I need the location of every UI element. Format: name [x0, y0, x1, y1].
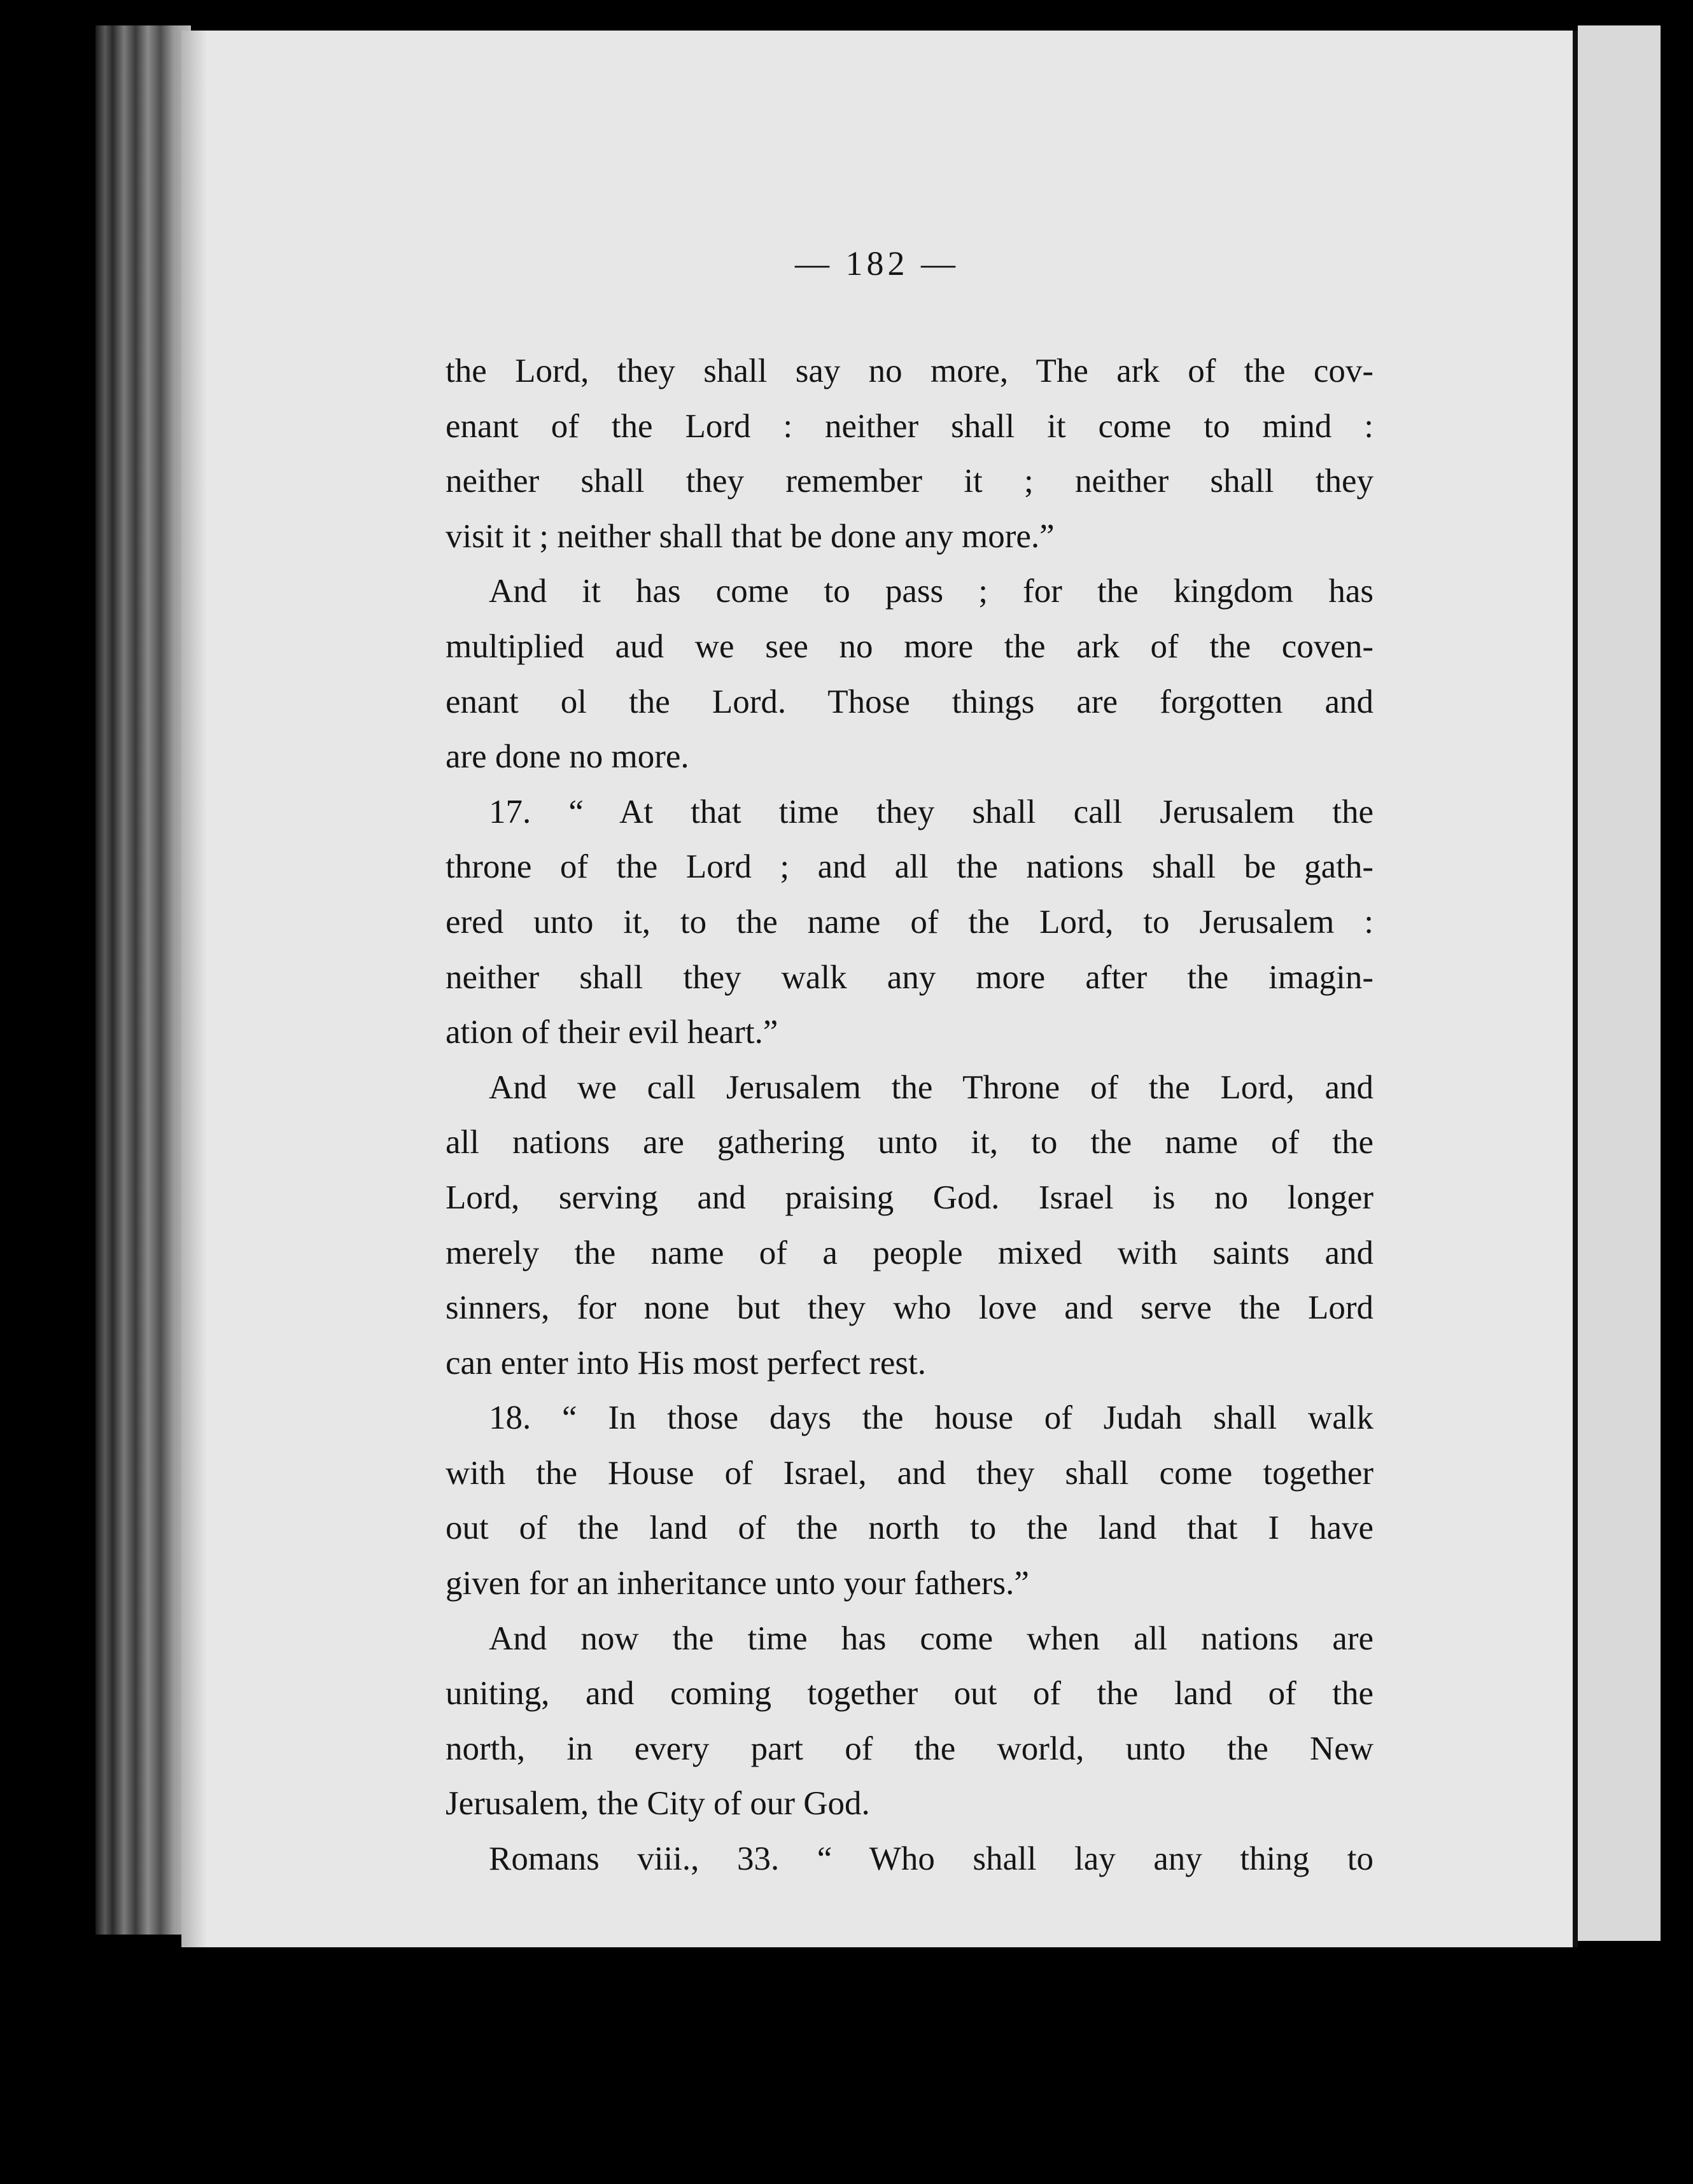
text-line: north, in every part of the world, unto the New	[446, 1730, 1373, 1767]
text-line: with the House of Israel, and they shall come together	[446, 1454, 1373, 1492]
text-line: out of the land of the north to the land that I have	[446, 1509, 1373, 1547]
text-line: visit it ; neither shall that be done any more.”	[446, 517, 1055, 555]
body-text	[446, 344, 1373, 1887]
text-line: Jerusalem, the City of our God.	[446, 1785, 870, 1823]
text-line: And now the time has come when all nations are	[489, 1620, 1373, 1657]
text-line: given for an inheritance unto your fathers.”	[446, 1565, 1029, 1602]
text-line: can enter into His most perfect rest.	[446, 1344, 926, 1382]
text-line: Lord, serving and praising God. Israel is no longer	[446, 1179, 1373, 1216]
text-line: 18. “ In those days the house of Judah shall walk	[489, 1399, 1373, 1437]
text-line: And it has come to pass ; for the kingdom has	[489, 573, 1373, 610]
book-page	[181, 31, 1573, 1947]
text-line: sinners, for none but they who love and serve the Lord	[446, 1289, 1373, 1327]
text-line: Romans viii., 33. “ Who shall lay any thing to	[489, 1840, 1373, 1878]
page-number: — 182 —	[795, 244, 959, 283]
text-line: throne of the Lord ; and all the nations shall be gath-	[446, 848, 1373, 886]
adjacent-page-edge	[1578, 25, 1661, 1941]
gutter-shadow	[181, 31, 207, 1947]
book-page-edges	[95, 25, 191, 1935]
text-line: are done no more.	[446, 738, 689, 776]
text-line: uniting, and coming together out of the land of the	[446, 1675, 1373, 1712]
text-line: merely the name of a people mixed with saints and	[446, 1234, 1373, 1271]
text-line: ation of their evil heart.”	[446, 1014, 778, 1051]
text-line: the Lord, they shall say no more, The ark of the cov-	[446, 353, 1373, 389]
text-line: neither shall they walk any more after the imagin-	[446, 958, 1373, 996]
text-line: ered unto it, to the name of the Lord, to Jerusalem :	[446, 903, 1373, 941]
page-border-line	[1573, 31, 1578, 1947]
text-line: 17. “ At that time they shall call Jerusalem the	[489, 793, 1373, 830]
text-line: all nations are gathering unto it, to the name of the	[446, 1124, 1373, 1161]
text-line: And we call Jerusalem the Throne of the Lord, and	[489, 1068, 1373, 1106]
text-line: enant of the Lord : neither shall it come to mind :	[446, 407, 1373, 445]
text-line: multiplied aud we see no more the ark of the coven-	[446, 627, 1373, 665]
text-line: neither shall they remember it ; neither shall they	[446, 463, 1373, 500]
text-line: enant ol the Lord. Those things are forgotten and	[446, 683, 1373, 720]
